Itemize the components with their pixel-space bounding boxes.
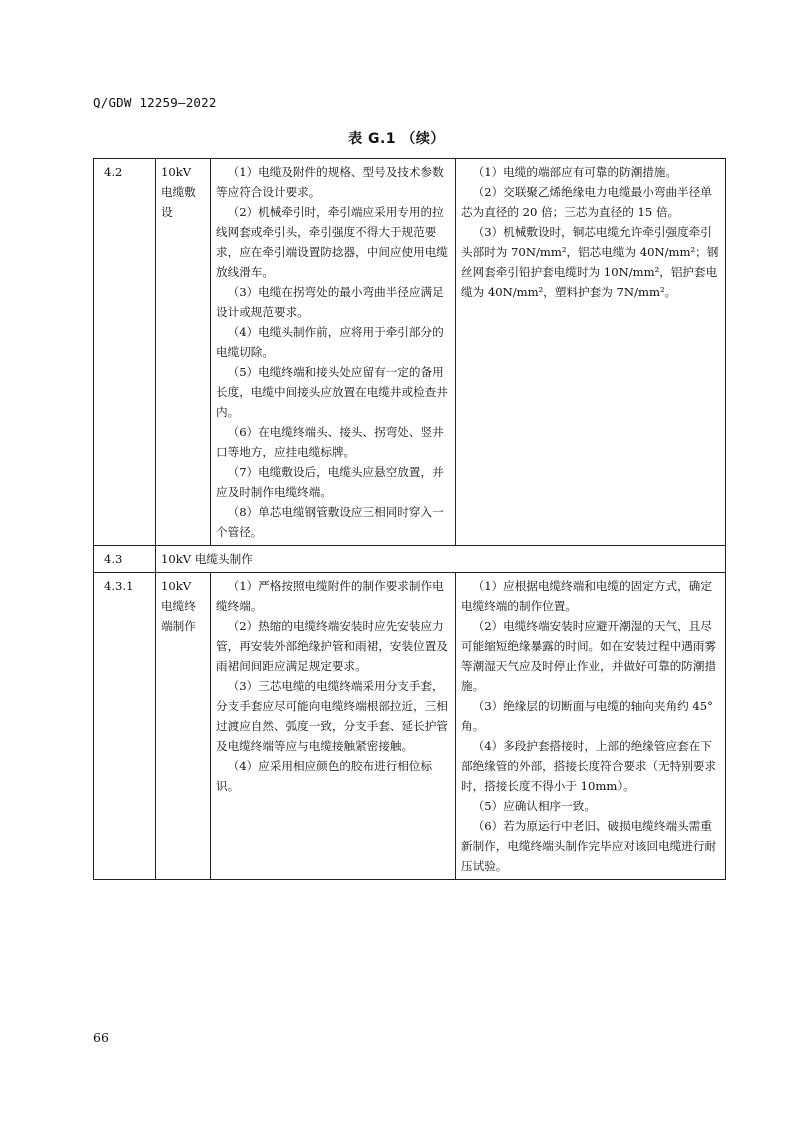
note-item: （2）电缆终端安装时应避开潮湿的天气，且尽可能缩短绝缘暴露的时间。如在安装过程中遇雨雾等潮湿天气应及时停止作业，并做好可靠的防潮措施。 [461,619,717,693]
note-item: （2）交联聚乙烯绝缘电力电缆最小弯曲半径单芯为直径的 20 倍；三芯为直径的 15 倍。 [461,185,712,219]
note-item: （3）机械敷设时，铜芯电缆允许牵引强度牵引头部时为 70N/mm²，铝芯电缆为 40N/mm²；钢丝网套牵引铅护套电缆时为 10N/mm²，铝护套电缆为 40N/mm²，塑料护套为 7N/mm²。 [461,225,719,299]
page-number: 66 [93,1030,109,1045]
requirement-item: （2）机械牵引时，牵引端应采用专用的拉线网套或牵引头，牵引强度不得大于规范要求，应在牵引端设置防捻器，中间应使用电缆放线滑车。 [216,205,448,279]
table-title: 表 G.1 （续） [348,131,445,147]
row-item: 10kV 电缆敷设 [156,159,211,546]
requirement-item: （1）电缆及附件的规格、型号及技术参数等应符合设计要求。 [216,165,444,199]
note-item: （6）若为原运行中老旧、破损电缆终端头需重新制作，电缆终端头制作完毕应对该回电缆进行耐压试验。 [461,819,717,873]
requirement-item: （2）热缩的电缆终端安装时应先安装应力管，再安装外部绝缘护管和雨裙，安装位置及雨裙间间距应满足规定要求。 [216,619,448,673]
standards-table [93,158,726,880]
notes-cell [456,573,726,880]
requirement-item: （7）电缆敷设后，电缆头应悬空放置，并应及时制作电缆终端。 [216,465,444,499]
table-row [94,573,726,880]
table-row [94,546,726,573]
requirement-item: （8）单芯电缆钢管敷设应三相同时穿入一个管径。 [216,505,444,539]
note-item: （5）应确认相序一致。 [472,799,596,813]
section-title: 10kV 电缆头制作 [156,546,726,573]
requirements-cell [211,573,456,880]
row-id: 4.2 [94,159,156,546]
row-id: 4.3.1 [94,573,156,880]
table-row [94,159,726,546]
row-id: 4.3 [94,546,156,573]
note-item: （3）绝缘层的切断面与电缆的轴向夹角约 45°角。 [461,699,713,733]
requirement-item: （4）电缆头制作前，应将用于牵引部分的电缆切除。 [216,325,444,359]
requirement-item: （5）电缆终端和接头处应留有一定的备用长度，电缆中间接头应放置在电缆井或检查井内。 [216,365,448,419]
requirement-item: （6）在电缆终端头、接头、拐弯处、竖井口等地方，应挂电缆标牌。 [216,425,444,459]
note-item: （1）电缆的端部应有可靠的防潮措施。 [472,165,678,179]
row-item: 10kV 电缆终端制作 [156,573,211,880]
requirement-item: （4）应采用相应颜色的胶布进行相位标识。 [216,759,433,793]
note-item: （4）多段护套搭接时，上部的绝缘管应套在下部绝缘管的外部，搭接长度符合要求（无特别要求时，搭接长度不得小于 10mm）。 [461,739,717,793]
note-item: （1）应根据电缆终端和电缆的固定方式，确定电缆终端的制作位置。 [461,579,712,613]
requirement-item: （3）电缆在拐弯处的最小弯曲半径应满足设计或规范要求。 [216,285,444,319]
requirement-item: （3）三芯电缆的电缆终端采用分支手套，分支手套应尽可能向电缆终端根部拉近，三相过渡应自然、弧度一致，分支手套、延长护管及电缆终端等应与电缆接触紧密接触。 [216,679,448,753]
document-code: Q/GDW 12259—2022 [93,95,217,110]
requirements-cell [211,159,456,546]
notes-cell [456,159,726,546]
requirement-item: （1）严格按照电缆附件的制作要求制作电缆终端。 [216,579,444,613]
